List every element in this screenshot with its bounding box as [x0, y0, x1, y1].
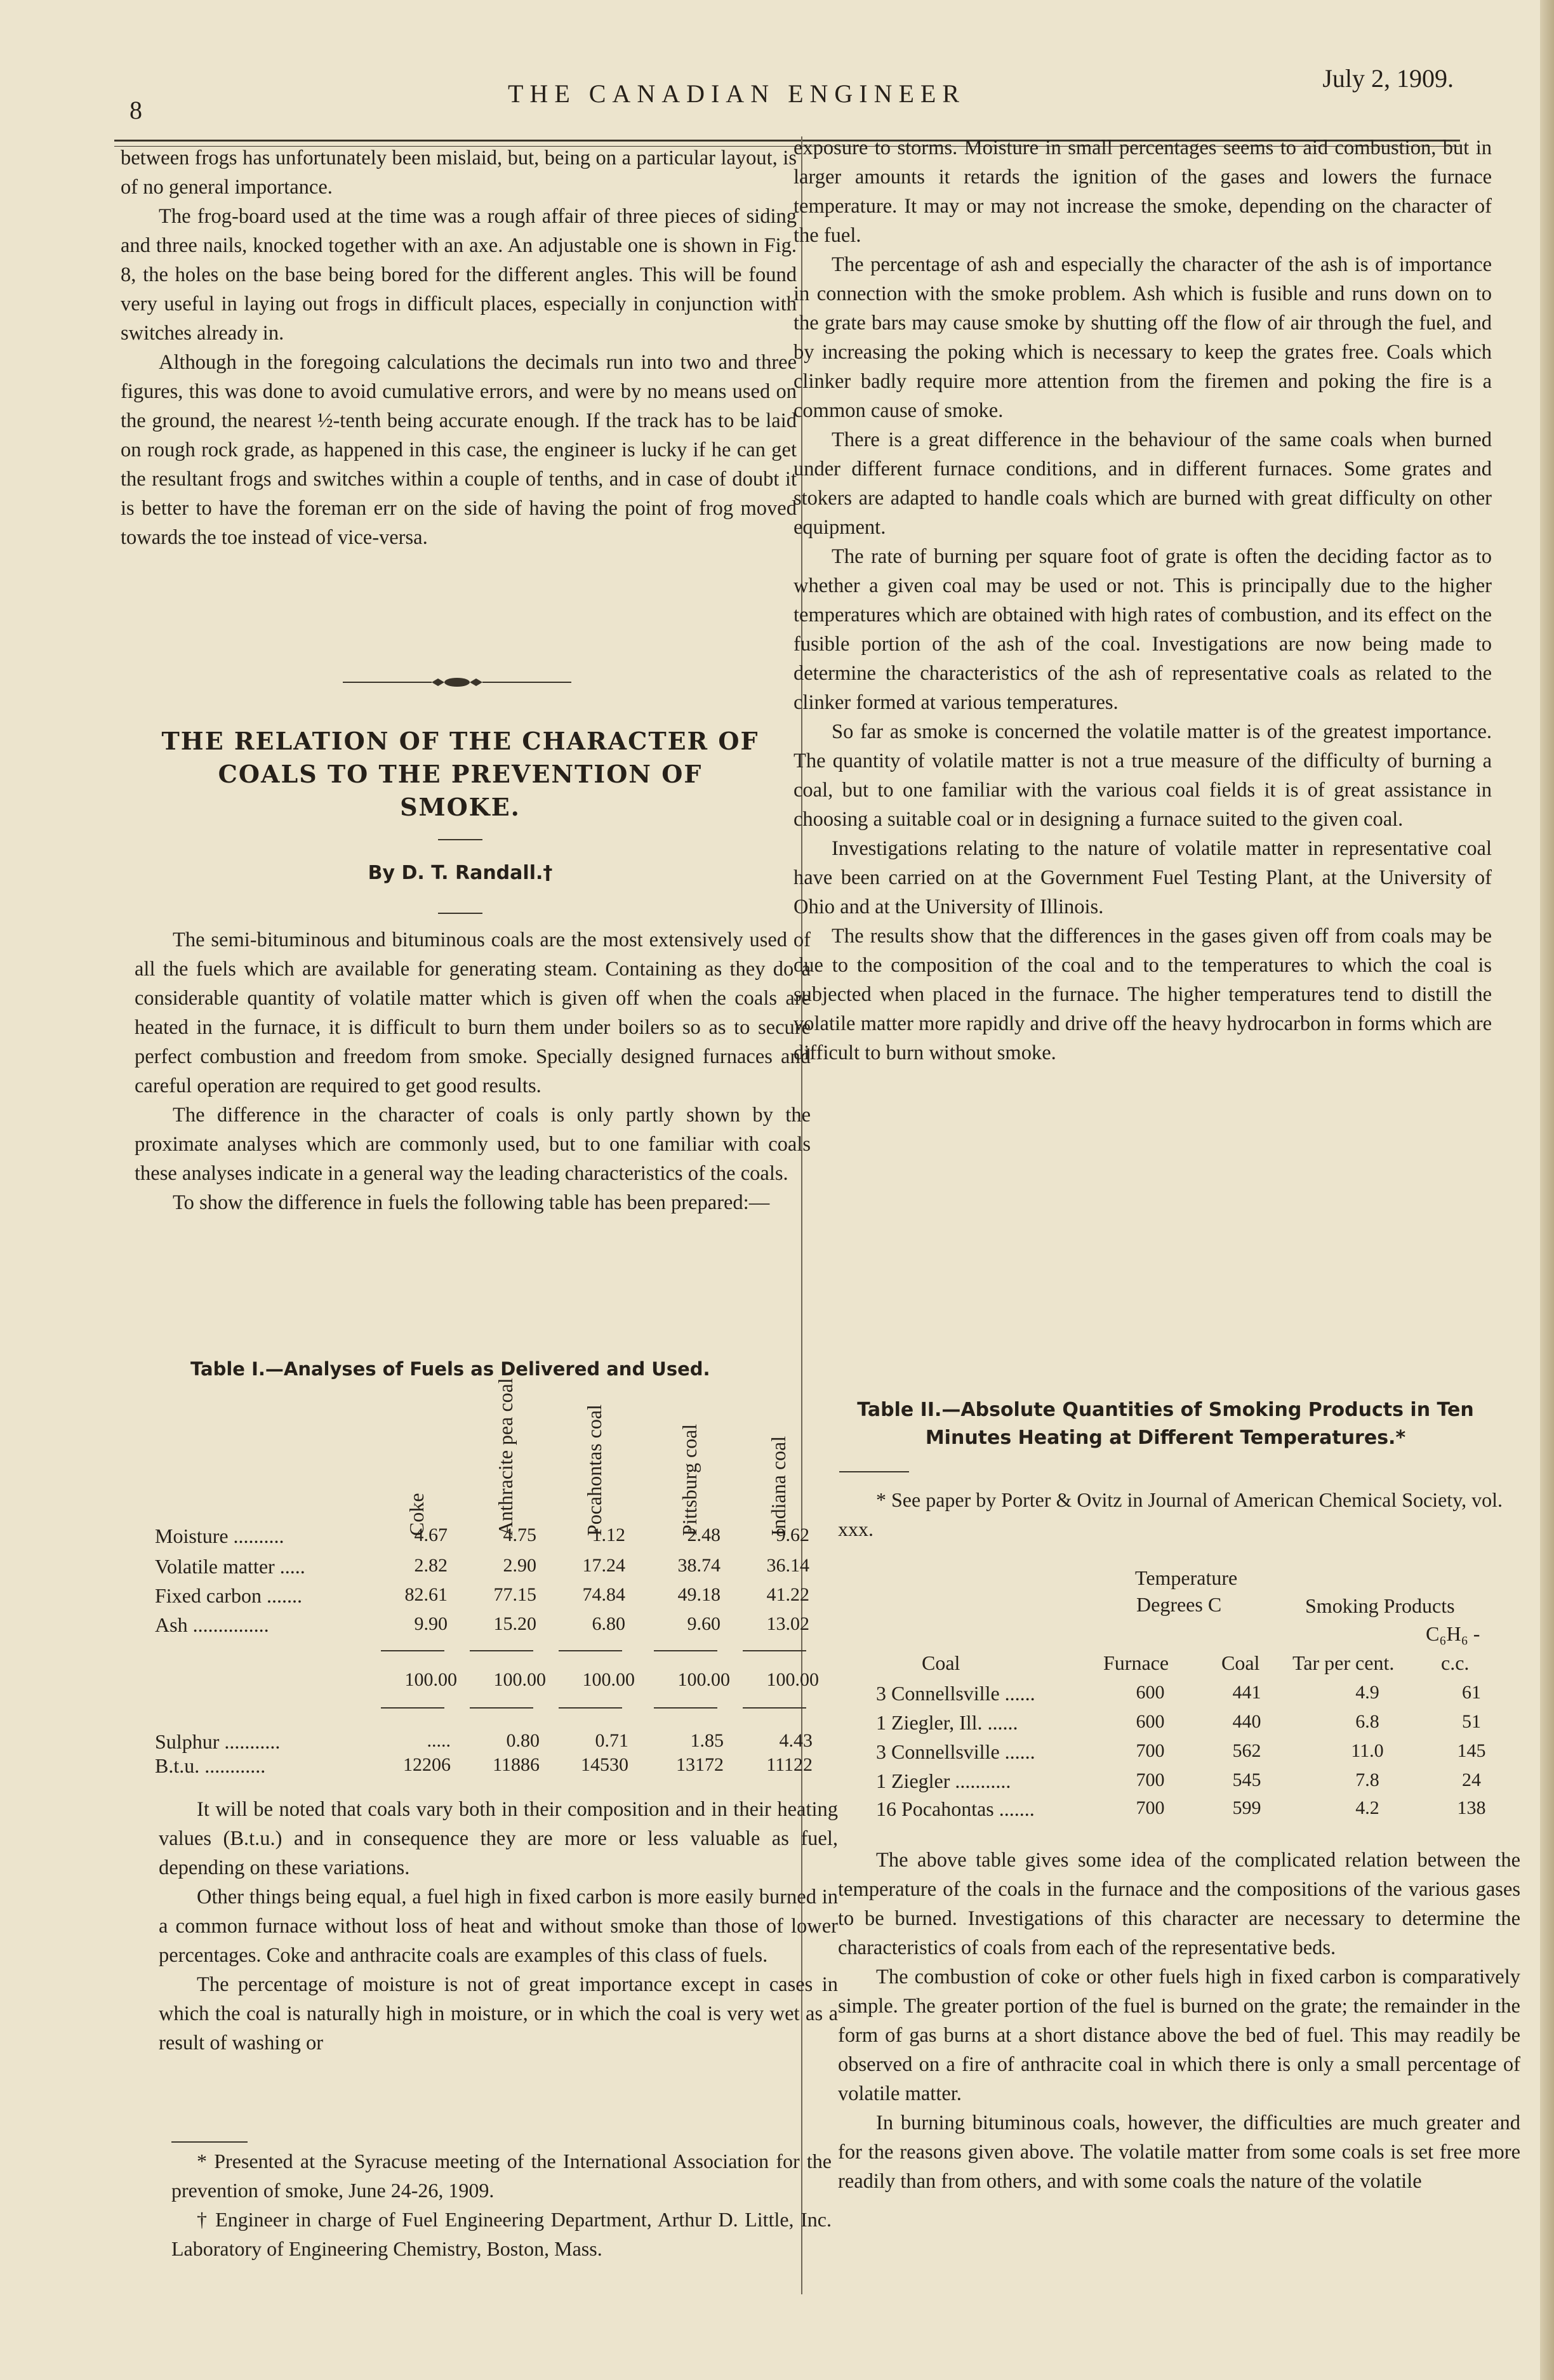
- previous-article-continuation: [121, 143, 797, 552]
- paragraph: So far as smoke is concerned the volatile matter is of the greatest importance. The quantity of volatile matter is not a true measure of the difficulty of burning a coal, but to one familiar with the various coal fields it is of great assistance in choosing a suitable coal or in designing a furnace suited to the given coal.: [794, 720, 1492, 831]
- table1-row-label: Ash ...............: [155, 1613, 269, 1636]
- table1-cell: 13172: [676, 1754, 724, 1775]
- table2-row-coal: 16 Pocahontas .......: [876, 1797, 1035, 1820]
- table2-cell: 440: [1232, 1711, 1261, 1732]
- table2-cell: 600: [1136, 1711, 1165, 1732]
- page-edge-shadow: [1540, 0, 1554, 2380]
- table1-sum-rule: [559, 1650, 622, 1651]
- table2-cell: 545: [1232, 1769, 1261, 1790]
- paragraph: Although in the foregoing calculations the decimals run into two and three figures, this was done to avoid cumulative errors, and were by no means used on the ground, the nearest ½-tenth being accurate enough. If the track has to be laid on rough rock grade, as happened in this case, the engineer is lucky if he can get the resultant frogs and switches within a couple of tenths, and in case of doubt it is better to have the foreman err on the side of having the point of frog moved towards the toe instead of vice-versa.: [121, 351, 797, 549]
- table2-cell: 7.8: [1355, 1769, 1379, 1790]
- table1-cell: 0.80: [506, 1730, 540, 1751]
- journal-title: THE CANADIAN ENGINEER: [508, 79, 966, 108]
- table1-title: Table I.—Analyses of Fuels as Delivered and Used.: [190, 1358, 710, 1380]
- table1-cell: 13.02: [766, 1613, 809, 1634]
- table2-cell: 700: [1136, 1740, 1165, 1761]
- table2-cell: 145: [1457, 1740, 1486, 1761]
- table1-cell: 17.24: [582, 1555, 625, 1576]
- byline-rule: [438, 913, 482, 914]
- table2-row-coal: 3 Connellsville ......: [876, 1682, 1035, 1705]
- table1-cell: 36.14: [766, 1555, 809, 1576]
- table1-row-label: Volatile matter .....: [155, 1555, 305, 1578]
- table2-cell: 441: [1232, 1682, 1261, 1703]
- table1-row-label: Sulphur ...........: [155, 1730, 281, 1753]
- table1-cell: 49.18: [677, 1584, 721, 1605]
- table1-cell: 38.74: [677, 1555, 721, 1576]
- table1-sum-rule: [470, 1650, 533, 1651]
- table2-column-header: c.c.: [1441, 1651, 1470, 1674]
- table1-cell: 1.12: [592, 1524, 625, 1545]
- issue-date: July 2, 1909.: [1322, 64, 1454, 93]
- table1-cell: 9.60: [687, 1613, 721, 1634]
- table1-cell: 74.84: [582, 1584, 625, 1605]
- right-column-text: [794, 133, 1492, 1068]
- table1-sum-rule: [381, 1707, 444, 1709]
- article-title: [127, 725, 794, 824]
- section-ornament: [343, 676, 571, 689]
- footnotes: [171, 2146, 832, 2263]
- table1-cell: 41.22: [766, 1584, 809, 1605]
- table1-sum-rule: [654, 1707, 717, 1709]
- right-column-after-table: [838, 1846, 1520, 2196]
- table1-cell: 11886: [493, 1754, 540, 1775]
- page-header: [114, 63, 1460, 124]
- paragraph: The above table gives some idea of the complicated relation between the temperature of the coals in the furnace and the compositions of the various gases to be burned. Investigations of this character are necessary to determine the characteristics of coals from each of the representative beds.: [838, 1849, 1520, 1959]
- table1-sum-rule: [470, 1707, 533, 1709]
- table1-cell: 15.20: [493, 1613, 536, 1634]
- table1-cell: 14530: [581, 1754, 628, 1775]
- table2-row-coal: 1 Ziegler, Ill. ......: [876, 1711, 1018, 1734]
- table2-cell: 24: [1462, 1769, 1481, 1790]
- table1-cell: 0.71: [595, 1730, 628, 1751]
- paragraph: There is a great difference in the behaviour of the same coals when burned under different furnace conditions, and in different furnaces. Some grates and stokers are adapted to handle coals which are burned with great difficulty on other equipment.: [794, 428, 1492, 539]
- table1-column-header: Indiana coal: [767, 1436, 790, 1536]
- table2-cell: 562: [1232, 1740, 1261, 1761]
- article-intro: [135, 925, 811, 1217]
- footnote: † Engineer in charge of Fuel Engineering Department, Arthur D. Little, Inc. Laboratory of Engineering Chemistry, Boston, Mass.: [171, 2208, 832, 2260]
- table1-sum-rule: [381, 1650, 444, 1651]
- paragraph: The percentage of moisture is not of great importance except in cases in which the coal is naturally high in moisture, or in which the coal is very wet as a result of washing or: [159, 1973, 838, 2054]
- paragraph: The results show that the differences in the gases given off from coals may be due to the composition of the coal and to the temperatures to which the coal is subjected when placed in the furnace. The higher temperatures tend to distill the volatile matter more rapidly and drive off the heavy hydrocarbon in forms which are difficult to burn without smoke.: [794, 925, 1492, 1064]
- table1-sum-rule: [743, 1650, 806, 1651]
- table1-cell: 6.80: [592, 1613, 625, 1634]
- table1-row-label: Moisture ..........: [155, 1524, 284, 1547]
- table1-sum-rule: [654, 1650, 717, 1651]
- paragraph: Investigations relating to the nature of volatile matter in representative coal have been carried on at the Government Fuel Testing Plant, at the University of Ohio and at the University of Illinois.: [794, 837, 1492, 918]
- table1-sum-rule: [559, 1707, 622, 1709]
- table1-total-cell: 100.00: [582, 1669, 635, 1690]
- table1-cell: 11122: [766, 1754, 813, 1775]
- paragraph: The rate of burning per square foot of grate is often the deciding factor as to whether a given coal may be used or not. This is principally due to the higher temperatures which are obtained with high rates of combustion, and its effect on the fusible portion of the ash of the coal. Investigations are now being made to determine the characteristics of the ash of representative coals as related to the clinker formed at various temperatures.: [794, 545, 1492, 714]
- table1-cell: 4.43: [779, 1730, 813, 1751]
- table2-cell: 11.0: [1351, 1740, 1384, 1761]
- table2-title-line: Minutes Heating at Different Temperatures.*: [925, 1427, 1406, 1449]
- table1-cell: 1.85: [690, 1730, 724, 1751]
- table2-formula: C₆H₆ -: [1426, 1622, 1480, 1645]
- paragraph: To show the difference in fuels the following table has been prepared:—: [173, 1191, 770, 1214]
- article-byline: By D. T. Randall.†: [368, 862, 553, 884]
- table2-cell: 4.9: [1355, 1682, 1379, 1703]
- paragraph: The combustion of coke or other fuels high in fixed carbon is comparatively simple. The greater portion of the fuel is burned on the grate; the remainder in the form of gas burns at a short distance above the bed of fuel. This may readily be observed on a fire of anthracite coal in which there is only a small percentage of volatile matter.: [838, 1966, 1520, 2105]
- table1-cell: 2.82: [414, 1555, 448, 1576]
- table2-cell: 61: [1462, 1682, 1481, 1703]
- table1-cell: 4.67: [414, 1524, 448, 1545]
- table1-cell: 2.48: [687, 1524, 721, 1545]
- paragraph: Other things being equal, a fuel high in fixed carbon is more easily burned in a common furnace without loss of heat and without smoke than those of lower percentages. Coke and anthracite coals are examples of this class of fuels.: [159, 1886, 838, 1967]
- paragraph: The frog-board used at the time was a rough affair of three pieces of siding and three nails, knocked together with an axe. An adjustable one is shown in Fig. 8, the holes on the base being bored for the different angles. This will be found very useful in laying out frogs in difficult places, especially in conjunction with switches already in.: [121, 205, 797, 345]
- table1-cell: 9.90: [414, 1613, 448, 1634]
- paragraph: It will be noted that coals vary both in their composition and in their heating values (B.t.u.) and in consequence they are more or less valuable as fuel, depending on these variations.: [159, 1798, 838, 1879]
- footnote: * Presented at the Syracuse meeting of the International Association for the prevention of smoke, June 24-26, 1909.: [171, 2150, 832, 2202]
- table2-footnote-rule: [839, 1471, 909, 1472]
- table2-cell: 6.8: [1355, 1711, 1379, 1732]
- table2-row-coal: 1 Ziegler ...........: [876, 1769, 1011, 1792]
- table2-cell: 51: [1462, 1711, 1481, 1732]
- table2-group-degrees: Degrees C: [1136, 1593, 1222, 1616]
- table2-column-header: Tar per cent.: [1292, 1651, 1395, 1674]
- table1-column-header: Pocahontas coal: [583, 1404, 606, 1536]
- table1-sum-rule: [743, 1707, 806, 1709]
- title-rule: [438, 839, 482, 840]
- article-title-line: THE RELATION OF THE CHARACTER OF: [161, 727, 759, 755]
- table2-footnote: * See paper by Porter & Ovitz in Journal of American Chemical Society, vol. xxx.: [838, 1488, 1503, 1540]
- table2-group-smoking: Smoking Products: [1305, 1594, 1455, 1617]
- table1-column-header: Coke: [405, 1493, 428, 1536]
- paragraph: between frogs has unfortunately been mislaid, but, being on a particular layout, is of no general importance.: [121, 147, 797, 199]
- table2-cell: 700: [1136, 1797, 1165, 1818]
- table2-title: [835, 1396, 1496, 1452]
- table1-total-cell: 100.00: [766, 1669, 819, 1690]
- article-title-line: SMOKE.: [400, 793, 521, 821]
- table2-cell: 138: [1457, 1797, 1486, 1818]
- table1-row-label: Fixed carbon .......: [155, 1584, 302, 1607]
- table1-row-label: B.t.u. ............: [155, 1754, 266, 1777]
- table1-cell: .....: [427, 1730, 451, 1751]
- table2-column-header: Furnace: [1103, 1651, 1169, 1674]
- table2-title-line: Table II.—Absolute Quantities of Smoking Products in Ten: [857, 1399, 1474, 1421]
- paragraph: The semi-bituminous and bituminous coals are the most extensively used of all the fuels which are available for generating steam. Containing as they do a considerable quantity of volatile matter which is given off when the coals are heated in the furnace, it is difficult to burn them under boilers so as to secure perfect combustion and freedom from smoke. Specially designed furnaces and careful operation are required to get good results.: [135, 929, 811, 1097]
- footnote-rule: [171, 2141, 248, 2143]
- table1-total-cell: 100.00: [677, 1669, 730, 1690]
- table1-cell: 2.90: [503, 1555, 536, 1576]
- table2-group-temperature: Temperature: [1135, 1566, 1238, 1589]
- table1-cell: 77.15: [493, 1584, 536, 1605]
- table1-cell: 12206: [403, 1754, 451, 1775]
- table1-cell: 82.61: [404, 1584, 448, 1605]
- table2-cell: 700: [1136, 1769, 1165, 1790]
- table2-column-header: Coal: [922, 1651, 960, 1674]
- page-number: 8: [130, 96, 142, 124]
- table2-cell: 600: [1136, 1682, 1165, 1703]
- table1-total-cell: 100.00: [493, 1669, 546, 1690]
- article-title-line: COALS TO THE PREVENTION OF: [218, 760, 703, 788]
- article-after-table: [159, 1795, 838, 2058]
- paragraph: exposure to storms. Moisture in small percentages seems to aid combustion, but in larger amounts it retards the ignition of the gases and lowers the furnace temperature. It may or may not increase the smoke, depending on the character of the fuel.: [794, 136, 1492, 247]
- table2-cell: 599: [1232, 1797, 1261, 1818]
- paragraph: The percentage of ash and especially the character of the ash is of importance in connection with the smoke problem. Ash which is fusible and runs down on to the grate bars may cause smoke by shutting off the flow of air through the fuel, and by increasing the poking which is necessary to keep the grates free. Coals which clinker badly require more attention from the firemen and poking the fire is a common cause of smoke.: [794, 253, 1492, 422]
- table2-cell: 4.2: [1355, 1797, 1379, 1818]
- table1-column-header: Anthracite pea coal: [494, 1378, 517, 1536]
- table2-column-header: Coal: [1221, 1651, 1260, 1674]
- table1-column-header: Pittsburg coal: [678, 1424, 701, 1536]
- table1-cell: 9.62: [776, 1524, 809, 1545]
- paragraph: In burning bituminous coals, however, the difficulties are much greater and for the reasons given above. The volatile matter from some coals is set free more readily than from others, and with some coals the nature of the volatile: [838, 2112, 1520, 2193]
- table1-cell: 4.75: [503, 1524, 536, 1545]
- table1-total-cell: 100.00: [404, 1669, 457, 1690]
- paragraph: The difference in the character of coals is only partly shown by the proximate analyses which are commonly used, but to one familiar with coals these analyses indicate in a general way the leading characteristics of the coals.: [135, 1104, 811, 1185]
- table2-row-coal: 3 Connellsville ......: [876, 1740, 1035, 1763]
